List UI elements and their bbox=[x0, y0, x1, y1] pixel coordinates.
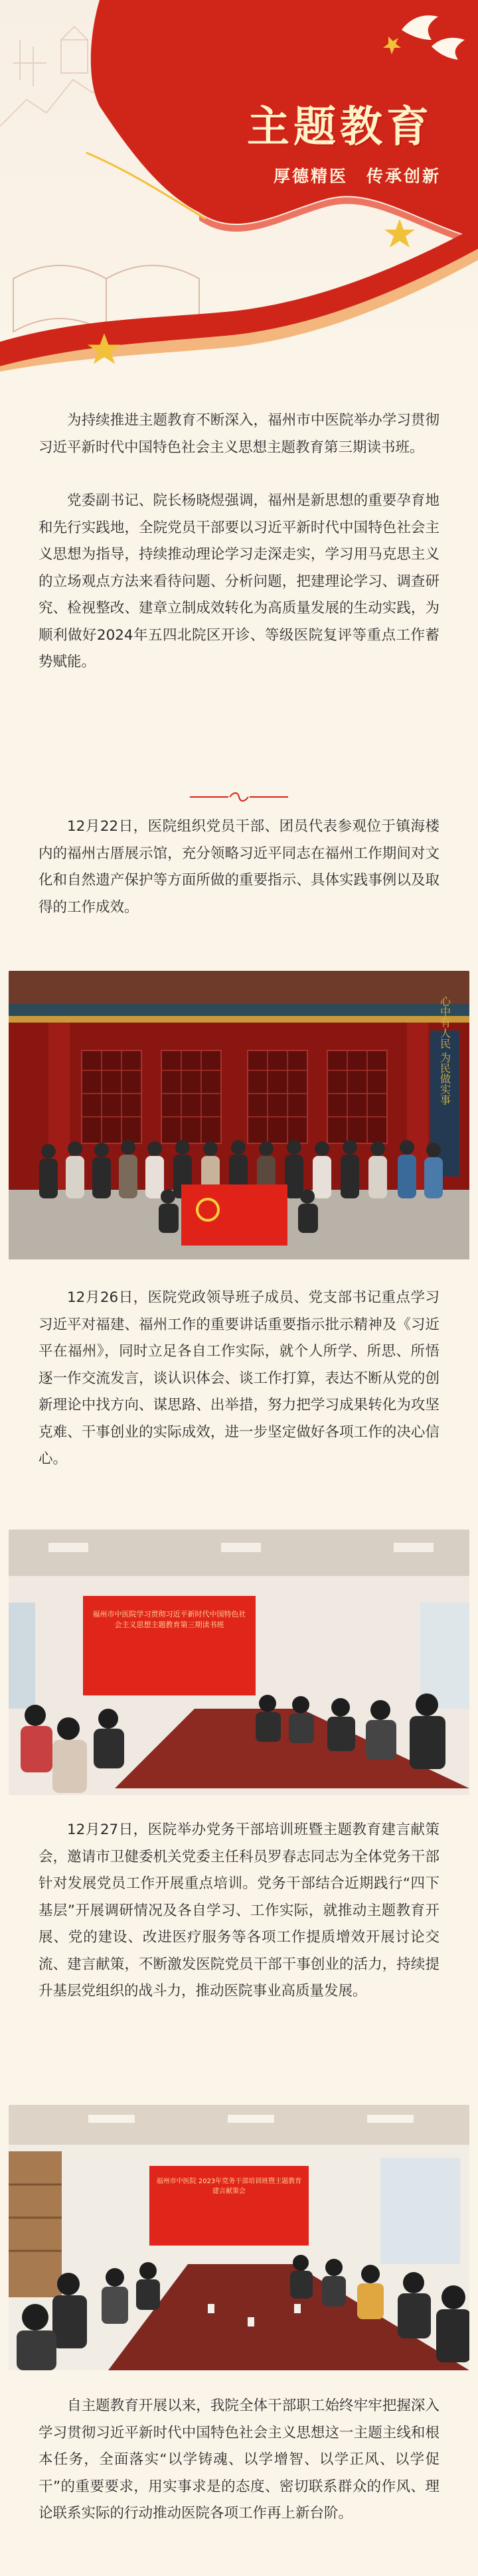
page-title: 主题教育 bbox=[247, 103, 433, 152]
ornament-divider bbox=[189, 792, 289, 802]
article-paragraph-dec22: 12月22日，医院组织党员干部、团员代表参观位于镇海楼内的福州古厝展示馆，充分领略习近平同志在福州工作期间对文化和自然遗产保护等方面所做的重要指示、具体实践事例以及取得的工作成效。 bbox=[39, 818, 439, 916]
meeting-photo-training bbox=[9, 2105, 469, 2370]
banner-slogan: 心中有人民 为民做实事 bbox=[438, 995, 451, 1106]
star-icon bbox=[383, 218, 416, 250]
article-paragraph-dec27: 12月27日，医院举办党务干部培训班暨主题教育建言献策会，邀请市卫健委机关党委主任科员罗春志同志为全体党务干部针对发展党员工作开展重点培训。党务干部结合近期践行“四下基层”开展调研情况及各自学习、工作实际，就推动主题教育开展、党的建设、改进医疗服务等各项工作提质增效开展讨论交流、建言献策，不断激发医院党员干部干事创业的活力，持续提升基层党组织的战斗力，推动医院事业高质量发展。 bbox=[39, 1822, 439, 1999]
meeting-photo-study-session bbox=[9, 1530, 469, 1795]
article-paragraph-intro: 为持续推进主题教育不断深入，福州市中医院举办学习贯彻习近平新时代中国特色社会主义思想主题教育第三期读书班。 bbox=[39, 412, 439, 456]
article-paragraph-emphasis: 党委副书记、院长杨晓煜强调，福州是新思想的重要孕育地和先行实践地，全院党员干部要以习近平新时代中国特色社会主义思想为指导，持续推动理论学习走深走实，学习用马克思主义的立场观点方法来看待问题、分析问题，把建理论学习、调查研究、检视整改、建章立制成效转化为高质量发展的生动实践，为顺利做好2024年五四北院区开诊、等级医院复评等重点工作蓄势赋能。 bbox=[39, 492, 439, 670]
meeting-screen-text: 福州市中医院 2023年党务干部培训班暨主题教育建言献策会 bbox=[156, 2178, 302, 2195]
group-photo-museum bbox=[9, 971, 469, 1259]
page-subtitle: 厚德精医 传承创新 bbox=[274, 167, 441, 186]
article-paragraph-conclusion: 自主题教育开展以来，我院全体干部职工始终牢牢把握深入学习贯彻习近平新时代中国特色社会主义思想这一主题主线和根本任务，全面落实“以学铸魂、以学增智、以学正风、以学促干”的重要要求，用实事求是的态度、密切联系群众的作风、理论联系实际的行动推动医院各项工作再上新台阶。 bbox=[39, 2397, 439, 2522]
article-paragraph-dec26: 12月26日，医院党政领导班子成员、党支部书记重点学习习近平对福建、福州工作的重要讲话重要指示批示精神及《习近平在福州》，同时立足各自工作实际，就个人所学、所思、所悟逐一作交流发言，谈认识体会、谈工作打算，表达不断从党的创新理论中找方向、谋思路、出举措，努力把学习成果转化为攻坚克难、干事创业的实际成效，进一步坚定做好各项工作的决心信心。 bbox=[39, 1289, 439, 1467]
star-icon bbox=[86, 332, 122, 366]
header-banner bbox=[0, 0, 478, 372]
meeting-screen-text: 福州市中医院学习贯彻习近平新时代中国特色社会主义思想主题教育第三期读书班 bbox=[92, 1610, 246, 1629]
